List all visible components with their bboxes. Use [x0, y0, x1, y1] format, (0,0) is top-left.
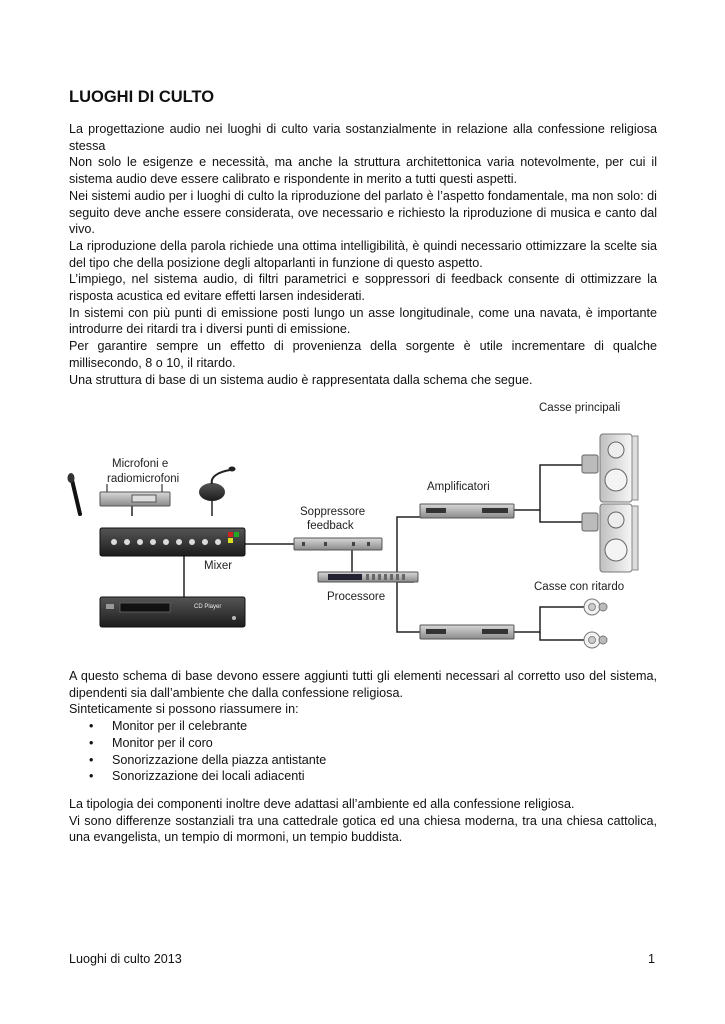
bullet-item [69, 735, 657, 752]
intro-paragraph: L’impiego, nel sistema audio, di filtri parametrici e soppressori di feedback consente di ottimizzare la risposta acustica ed evitare effetti larsen indesiderati. [69, 272, 657, 304]
delay-speakers-label: Casse con ritardo [534, 581, 625, 593]
delay-speaker-icon [584, 632, 607, 648]
after-diagram-section [69, 668, 657, 785]
mixer-icon [100, 528, 245, 556]
wireless-receiver-icon [100, 484, 170, 506]
closing-section [69, 796, 657, 846]
feedback-suppressor-icon [294, 538, 382, 550]
page-title: LUOGHI DI CULTO [69, 88, 215, 106]
processor-label: Processore [327, 591, 386, 603]
intro-paragraph: Una struttura di base di un sistema audio è rappresentata dalla schema che segue. [69, 372, 533, 387]
cd-player-icon [100, 597, 245, 627]
amplifier-icon [420, 504, 514, 518]
bullet-icon: • [89, 719, 94, 734]
intro-paragraph: Per garantire sempre un effetto di provenienza della sorgente è utile incrementare di qualche millisecondo, 8 o 10, il ritardo. [69, 339, 657, 370]
bullet-text: Monitor per il celebrante [112, 719, 248, 734]
bullet-icon: • [89, 752, 94, 767]
microphones-label: radiomicrofoni [107, 473, 180, 485]
bullet-text: Monitor per il coro [112, 735, 213, 750]
amplifiers-label: Amplificatori [427, 481, 490, 493]
footer-title: Luoghi di culto 2013 [69, 952, 182, 966]
bullet-text: Sonorizzazione della piazza antistante [112, 752, 327, 767]
audio-system-diagram [62, 392, 662, 662]
main-speaker-icon [582, 434, 638, 502]
bullet-icon: • [89, 735, 94, 750]
bullet-item [69, 752, 657, 769]
suppressor-label: Soppressore [300, 506, 366, 518]
page-number: 1 [647, 952, 655, 966]
processor-icon [318, 572, 418, 582]
mixer-label: Mixer [204, 560, 233, 572]
bullet-item [69, 718, 657, 735]
intro-paragraph: Non solo le esigenze e necessità, ma anche la struttura architettonica varia notevolmente, per cui il sistema audio deve essere calibrato e rispondente in merito a tutti questi aspetti. [69, 155, 657, 187]
handheld-microphone-icon [68, 473, 81, 514]
body-paragraph: La tipologia dei componenti inoltre deve adattasi all’ambiente ed alla confessione religiosa. [69, 797, 575, 811]
bullet-item [69, 768, 657, 785]
cd-player-label: CD Player [194, 604, 222, 610]
body-paragraph: Sinteticamente si possono riassumere in: [69, 702, 299, 717]
suppressor-label: feedback [307, 520, 354, 532]
main-speaker-icon [582, 504, 638, 572]
delay-speaker-icon [584, 599, 607, 615]
amplifier-icon [420, 625, 514, 639]
intro-paragraph: Nei sistemi audio per i luoghi di culto la riproduzione del parlato è l’aspetto fondamentale, ma non solo: di seguito deve anche essere considerata, ove necessario e richiesto la riproduzione di musica e canto dal vivo. [69, 188, 657, 237]
intro-section [69, 121, 657, 388]
body-paragraph: A questo schema di base devono essere aggiunti tutti gli elementi necessari al corretto uso del sistema, dipendenti sia dall’ambiente che dalla confessione religiosa. [69, 669, 657, 700]
intro-paragraph: La riproduzione della parola richiede una ottima intelligibilità, è quindi necessario ottimizzare la scelte sia del tipo che della posizione degli altoparlanti in funzione di questo aspetto. [69, 238, 657, 270]
podium-microphone-icon [199, 467, 236, 502]
body-paragraph: Vi sono differenze sostanziali tra una cattedrale gotica ed una chiesa moderna, tra una chiesa cattolica, una evangelista, un tempio di mormoni, un tempio buddista. [69, 813, 657, 845]
bullet-list [69, 718, 657, 785]
intro-paragraph: La progettazione audio nei luoghi di culto varia sostanzialmente in relazione alla confessione religiosa stessa [69, 122, 657, 153]
bullet-icon: • [89, 769, 94, 784]
bullet-text: Sonorizzazione dei locali adiacenti [112, 769, 305, 784]
main-speakers-label: Casse principali [539, 402, 621, 414]
intro-paragraph: In sistemi con più punti di emissione posti lungo un asse longitudinale, come una navata, è importante introdurre dei ritardi tra i diversi punti di emissione. [69, 305, 657, 337]
microphones-label: Microfoni e [112, 458, 169, 470]
